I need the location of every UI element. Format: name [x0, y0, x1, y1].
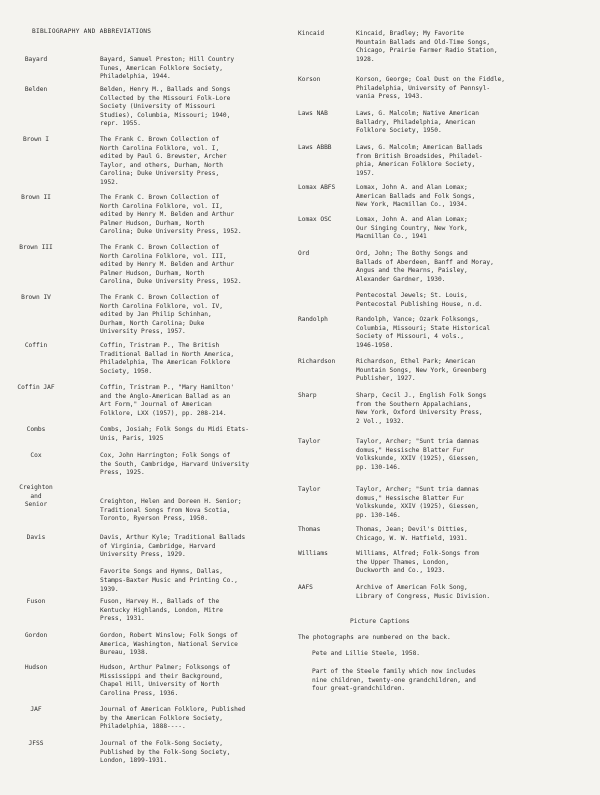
- entry-citation: Fuson, Harvey H., Ballads of the Kentucky Highlands, London, Mitre Press, 1931.: [100, 598, 223, 623]
- entry-abbreviation: Lomax OSC: [298, 216, 332, 223]
- page-heading: BIBLIOGRAPHY AND ABBREVIATIONS: [32, 28, 152, 35]
- entry-abbreviation: Brown III: [19, 244, 53, 251]
- entry-abbreviation: Kincaid: [298, 30, 325, 37]
- entry-citation: Hudson, Arthur Palmer; Folksongs of Mississippi and their Background, Chapel Hill, University of North Carolina Press, 1936.: [100, 664, 231, 697]
- entry-citation: Belden, Henry M., Ballads and Songs Collected by the Missouri Folk-Lore Society (University of Missouri Studies), Columbia, Missouri; 1940, repr. 1955.: [100, 86, 231, 128]
- entry-abbreviation: Brown IV: [21, 294, 51, 301]
- entry-citation: Sharp, Cecil J., English Folk Songs from the Southern Appalachians, New York, Oxford University Press, 2 Vol., 1932.: [356, 392, 487, 425]
- entry-citation: Combs, Josiah; Folk Songs du Midi Etats- Unis, Paris, 1925: [100, 426, 250, 442]
- entry-citation: Pentecostal Jewels; St. Louis, Pentecostal Publishing House, n.d.: [356, 292, 483, 308]
- entry-abbreviation: Fuson: [26, 598, 46, 605]
- entry-citation: Taylor, Archer; "Sunt tria damnas domus," Hessische Blatter Fur Volkskunde, XXIV (1925), Giessen, pp. 130-146.: [356, 438, 479, 471]
- entry-abbreviation: Brown II: [21, 194, 51, 201]
- entry-abbreviation: Cox: [30, 452, 42, 459]
- entry-abbreviation: Taylor: [298, 438, 321, 445]
- entry-citation: Lomax, John A. and Alan Lomax; Our Singing Country, New York, Macmillan Co., 1941: [356, 216, 468, 241]
- captions-title: Picture Captions: [350, 618, 410, 625]
- entry-citation: Kincaid, Bradley; My Favorite Mountain Ballads and Old-Time Songs, Chicago, Prairie Farmer Radio Station, 1928.: [356, 30, 498, 63]
- entry-citation: Korson, George; Coal Dust on the Fiddle, Philadelphia, University of Pennsyl- vania Press, 1943.: [356, 76, 506, 101]
- entry-abbreviation: Coffin: [24, 342, 48, 349]
- entry-abbreviation: Laws ABBB: [298, 144, 332, 151]
- entry-citation: Richardson, Ethel Park; American Mountain Songs, New York, Greenberg Publisher, 1927.: [356, 358, 487, 383]
- entry-citation: Cox, John Harrington; Folk Songs of the South, Cambridge, Harvard University Press, 1925.: [100, 452, 250, 477]
- entry-abbreviation: Ord: [298, 250, 310, 257]
- entry-citation: Laws, G. Malcolm; American Ballads from British Broadsides, Philadel- phia, American Folklore Society, 1957.: [356, 144, 483, 177]
- entry-abbreviation: Brown I: [22, 136, 50, 143]
- entry-abbreviation: Laws NAB: [298, 110, 328, 117]
- entry-citation: The Frank C. Brown Collection of North Carolina Folklore, vol. IV, edited by Jan Philip Schinhan, Durham, North Carolina; Duke University Press, 1957.: [100, 294, 223, 336]
- entry-abbreviation: Richardson: [298, 358, 336, 365]
- entry-citation: Williams, Alfred; Folk-Songs from the Upper Thames, London, Duckworth and Co., 1923.: [356, 550, 479, 575]
- entry-abbreviation: Combs: [26, 426, 46, 433]
- entry-citation: Laws, G. Malcolm; Native American Balladry, Philadelphia, American Folklore Society, 1950.: [356, 110, 479, 135]
- entry-citation: Journal of the Folk-Song Society, Published by the Folk-Song Society, London, 1899-1931.: [100, 740, 231, 765]
- entry-abbreviation: Williams: [298, 550, 328, 557]
- entry-abbreviation: Gordon: [24, 632, 48, 639]
- entry-abbreviation: Davis: [26, 534, 46, 541]
- entry-citation: Gordon, Robert Winslow; Folk Songs of America, Washington, National Service Bureau, 1938.: [100, 632, 238, 657]
- entry-citation: Randolph, Vance; Ozark Folksongs, Columbia, Missouri; State Historical Society of Missouri, 4 vols., 1946-1950.: [356, 316, 491, 349]
- entry-citation: Taylor, Archer; "Sunt tria damnas domus," Hessische Blatter Fur Volkskunde, XXIV (1925), Giessen, pp. 130-146.: [356, 486, 479, 519]
- entry-citation: Archive of American Folk Song, Library of Congress, Music Division.: [356, 584, 491, 600]
- entry-abbreviation: AAFS: [298, 584, 313, 591]
- entry-abbreviation: Thomas: [298, 526, 321, 533]
- entry-abbreviation: Hudson: [24, 664, 48, 671]
- entry-abbreviation: Randolph: [298, 316, 328, 323]
- entry-abbreviation: Lomax ABFS: [298, 184, 336, 191]
- entry-citation: Journal of American Folklore, Published by the American Folklore Society, Philadelphia, 1888----.: [100, 706, 246, 731]
- caption-line: Pete and Lillie Steele, 1958.: [312, 650, 421, 657]
- entry-citation: Coffin, Tristram P., "Mary Hamilton' and the Anglo-American Ballad as an Art Form," Journal of American Folklore, LXX (1957), pp. 208-214.: [100, 384, 235, 417]
- entry-abbreviation: Bayard: [24, 56, 48, 63]
- entry-citation: Bayard, Samuel Preston; Hill Country Tunes, American Folklore Society, Philadelphia, 1944.: [100, 56, 235, 81]
- entry-citation: The Frank C. Brown Collection of North Carolina Folklore, vol. I, edited by Paul G. Brewster, Archer Taylor, and others, Durham, North Carolina; Duke University Press, 1952.: [100, 136, 227, 186]
- entry-abbreviation: Creighton and Senior: [19, 484, 53, 509]
- caption-line: Part of the Steele family which now includes nine children, twenty-one grandchildren, and four great-grandchildren.: [312, 668, 476, 693]
- entry-citation: Creighton, Helen and Doreen H. Senior; Traditional Songs from Nova Scotia, Toronto, Ryerson Press, 1950.: [100, 498, 242, 523]
- entry-abbreviation: Sharp: [298, 392, 317, 399]
- entry-citation: Davis, Arthur Kyle; Traditional Ballads of Virginia, Cambridge, Harvard University Press, 1929. Favorite Songs and Hymns, Dallas, Stamps-Baxter Music and Printing Co., 1939.: [100, 534, 246, 593]
- entry-abbreviation: Coffin JAF: [17, 384, 55, 391]
- entry-citation: The Frank C. Brown Collection of North Carolina Folklore, vol. III, edited by Henry M. Belden and Arthur Palmer Hudson, Durham, North Carolina, Duke University Press, 1952.: [100, 244, 242, 286]
- entry-citation: Thomas, Jean; Devil's Ditties, Chicago, W. W. Hatfield, 1931.: [356, 526, 468, 542]
- entry-citation: Coffin, Tristram P., The British Traditional Ballad in North America, Philadelphia, The American Folklore Society, 1950.: [100, 342, 235, 375]
- caption-line: The photographs are numbered on the back.: [298, 634, 451, 641]
- entry-abbreviation: Korson: [298, 76, 321, 83]
- entry-abbreviation: Taylor: [298, 486, 321, 493]
- entry-abbreviation: Belden: [24, 86, 48, 93]
- entry-citation: The Frank C. Brown Collection of North Carolina Folklore, vol. II, edited by Henry M. Belden and Arthur Palmer Hudson, Durham, North Carolina; Duke University Press, 1952.: [100, 194, 242, 236]
- entry-abbreviation: JFSS: [28, 740, 44, 747]
- entry-citation: Lomax, John A. and Alan Lomax; American Ballads and Folk Songs, New York, Macmillan Co., 1934.: [356, 184, 476, 209]
- entry-abbreviation: JAF: [30, 706, 42, 713]
- entry-citation: Ord, John; The Bothy Songs and Ballads of Aberdeen, Banff and Moray, Angus and the Mearns, Paisley, Alexander Gardner, 1930.: [356, 250, 494, 283]
